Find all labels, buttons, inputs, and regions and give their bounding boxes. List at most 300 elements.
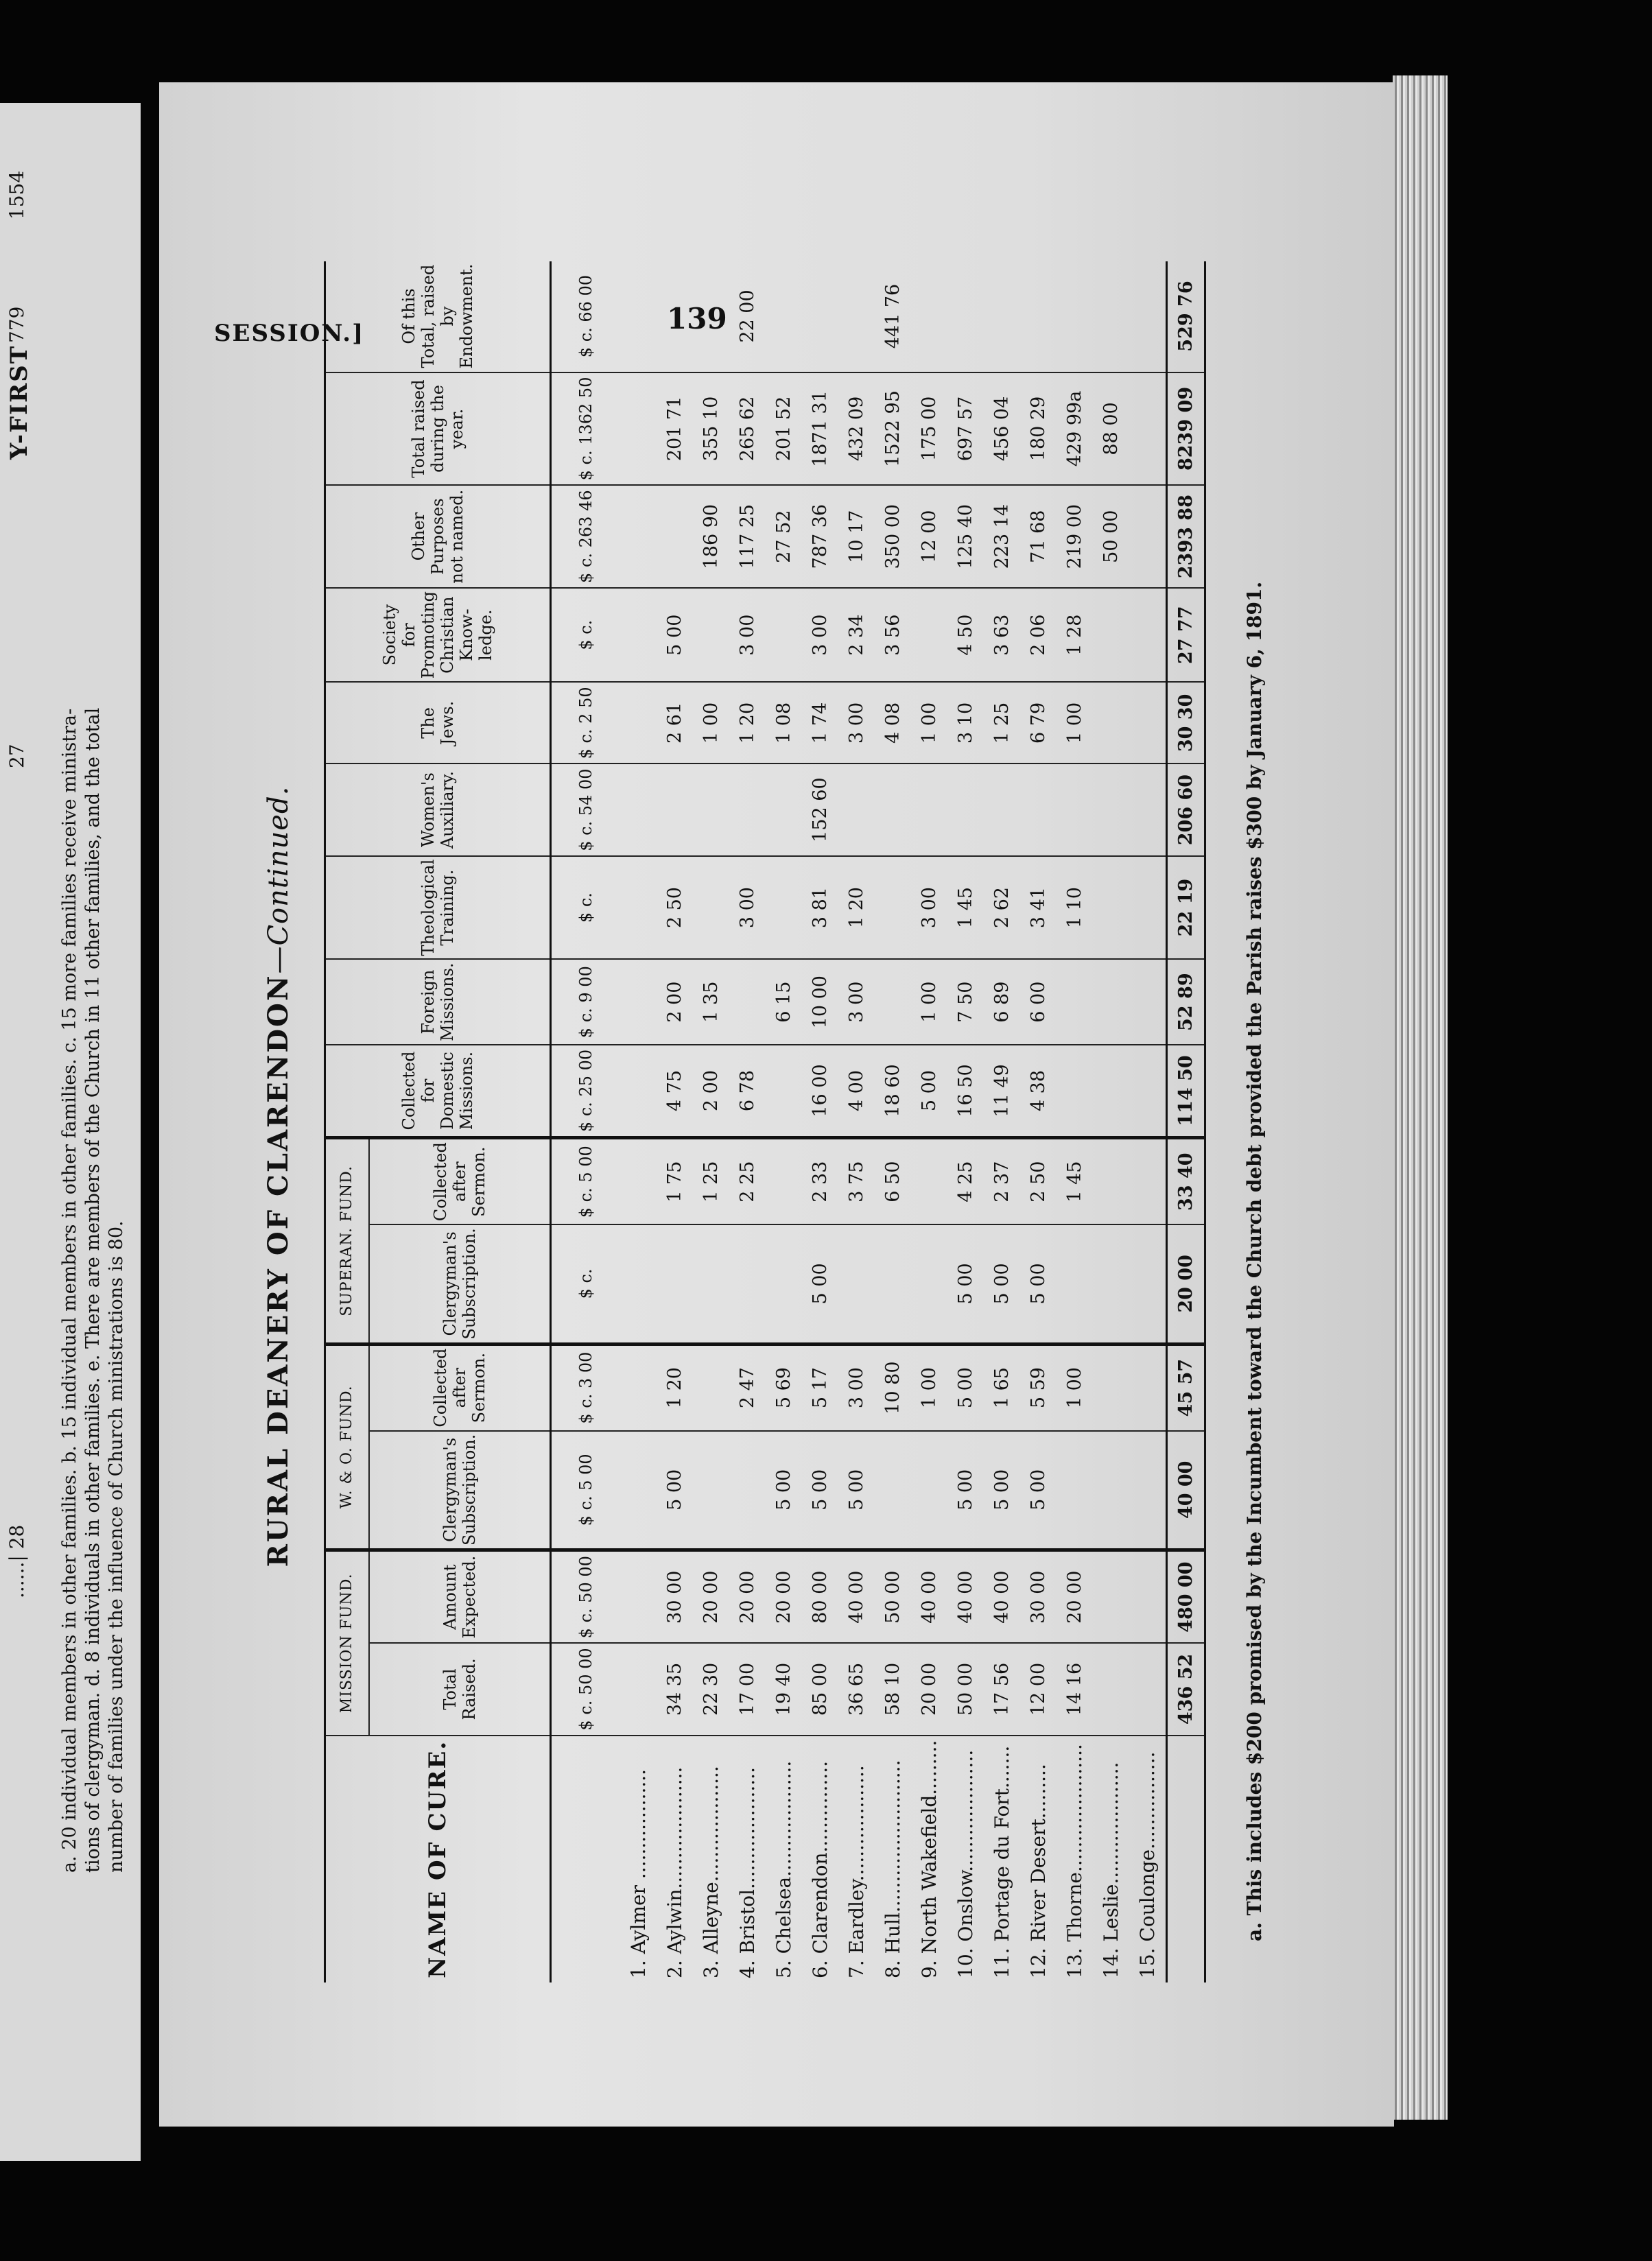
table-cell: 1522 95 xyxy=(875,372,911,486)
table-cell xyxy=(729,1431,766,1550)
column-header: Amount Expected. xyxy=(369,1550,551,1644)
table-row xyxy=(1129,261,1167,1982)
left-page-header: Y-FIRST xyxy=(5,344,33,460)
table-cell xyxy=(620,763,657,855)
table-cell: 3 10 xyxy=(947,682,984,763)
table-row xyxy=(657,261,693,1982)
column-header: Total raised during the year. xyxy=(325,372,551,486)
table-cell xyxy=(1093,1643,1129,1735)
table-body xyxy=(551,261,1205,1982)
table-cell: 4 00 xyxy=(838,1045,875,1138)
cure-name: 2. Aylwin.................... xyxy=(663,1766,686,1978)
left-page xyxy=(0,103,141,2161)
table-row xyxy=(947,261,984,1982)
table-cell: 85 00 xyxy=(802,1643,838,1735)
total-cell: 40 00 xyxy=(1167,1431,1205,1550)
table-cell xyxy=(1129,856,1167,960)
table-cell: 186 90 xyxy=(693,485,729,588)
table-cell: 30 00 xyxy=(657,1550,693,1644)
table-cell: 1 20 xyxy=(657,1344,693,1431)
table-cell xyxy=(693,763,729,855)
table-cell xyxy=(1129,588,1167,682)
table-cell xyxy=(1129,1344,1167,1431)
table-cell: 5 59 xyxy=(1020,1344,1057,1431)
table-cell: 5 69 xyxy=(766,1344,802,1431)
table-cell: 2 61 xyxy=(657,682,693,763)
table-cell: 4 08 xyxy=(875,682,911,763)
table-cell xyxy=(1093,1431,1129,1550)
table-cell: 5 00 xyxy=(1020,1224,1057,1344)
units-cell: $ c. xyxy=(551,1224,621,1344)
table-row xyxy=(693,261,729,1982)
table-cell: 787 36 xyxy=(802,485,838,588)
table-cell: 2 34 xyxy=(838,588,875,682)
table-cell: 5 00 xyxy=(911,1045,947,1138)
column-header: Clergyman's Subscription. xyxy=(369,1224,551,1344)
table-cell: 2 37 xyxy=(984,1138,1020,1225)
total-cell: 529 76 xyxy=(1167,261,1205,372)
column-header: Clergyman's Subscription. xyxy=(369,1431,551,1550)
table-cell xyxy=(620,1550,657,1644)
table-cell: 2 25 xyxy=(729,1138,766,1225)
column-header: Foreign Missions. xyxy=(325,959,551,1044)
table-cell: 5 00 xyxy=(766,1431,802,1550)
table-cell xyxy=(766,588,802,682)
table-cell xyxy=(693,1344,729,1431)
table-cell: 201 52 xyxy=(766,372,802,486)
cure-name: 8. Hull......................... xyxy=(882,1760,904,1978)
table-cell: 1 00 xyxy=(911,1344,947,1431)
cure-name: 10. Onslow.................... xyxy=(954,1749,977,1978)
cure-name: 14. Leslie.................... xyxy=(1100,1762,1122,1978)
table-cell: 40 00 xyxy=(838,1550,875,1644)
column-header: Collected after Sermon. xyxy=(369,1138,551,1225)
table-cell: 201 71 xyxy=(657,372,693,486)
totals-label xyxy=(1167,1736,1205,1982)
table-cell: 3 00 xyxy=(802,588,838,682)
table-cell: 40 00 xyxy=(911,1550,947,1644)
table-cell: 27 52 xyxy=(766,485,802,588)
left-page-rotated-content xyxy=(0,171,141,2161)
table-cell xyxy=(1057,1045,1093,1138)
table-cell: 2 62 xyxy=(984,856,1020,960)
table-cell xyxy=(620,372,657,486)
table-cell: 40 00 xyxy=(984,1550,1020,1644)
units-cell: $ c. 54 00 xyxy=(551,763,621,855)
table-cell xyxy=(875,763,911,855)
table-cell: 1 45 xyxy=(1057,1138,1093,1225)
table-cell: 3 00 xyxy=(729,856,766,960)
table-cell: 1 20 xyxy=(838,856,875,960)
table-cell xyxy=(1129,261,1167,372)
table-cell: 10 80 xyxy=(875,1344,911,1431)
table-cell: 1 74 xyxy=(802,682,838,763)
table-cell: 1 00 xyxy=(1057,682,1093,763)
units-cell: $ c. 5 00 xyxy=(551,1138,621,1225)
table-cell: 1 00 xyxy=(911,959,947,1044)
units-cell: $ c. 50 00 xyxy=(551,1550,621,1644)
table-cell xyxy=(1129,1045,1167,1138)
table-cell: 22 00 xyxy=(729,261,766,372)
table-cell xyxy=(1129,1224,1167,1344)
table-cell: 14 16 xyxy=(1057,1643,1093,1735)
table-cell xyxy=(875,1431,911,1550)
table-cell: 19 40 xyxy=(766,1643,802,1735)
total-cell: 2393 88 xyxy=(1167,485,1205,588)
table-cell xyxy=(1129,959,1167,1044)
table-cell xyxy=(1129,372,1167,486)
total-cell: 206 60 xyxy=(1167,763,1205,855)
units-cell: $ c. 9 00 xyxy=(551,959,621,1044)
left-footnote-line: tions of clergyman. d. 8 individuals in other families. e. There are members of the Church in 11 other families, and the total xyxy=(82,707,104,1873)
table-cell: 429 99a xyxy=(1057,372,1093,486)
table-cell: 71 68 xyxy=(1020,485,1057,588)
table-cell xyxy=(911,588,947,682)
column-header: Theological Training. xyxy=(325,856,551,960)
table-cell: 36 65 xyxy=(838,1643,875,1735)
table-cell: 4 25 xyxy=(947,1138,984,1225)
table-cell: 20 00 xyxy=(911,1643,947,1735)
total-cell: 480 00 xyxy=(1167,1550,1205,1644)
column-header: The Jews. xyxy=(325,682,551,763)
table-row xyxy=(984,261,1020,1982)
table-cell: 5 00 xyxy=(947,1344,984,1431)
table-cell: 2 50 xyxy=(1020,1138,1057,1225)
table-cell xyxy=(838,261,875,372)
column-header: Of this Total, raised by Endowment. xyxy=(325,261,551,372)
table-cell: 180 29 xyxy=(1020,372,1057,486)
table-cell: 50 00 xyxy=(947,1643,984,1735)
left-footnote-line: number of families under the influence of Church ministrations is 80. xyxy=(106,1220,127,1873)
units-cell: $ c. 263 46 xyxy=(551,485,621,588)
cure-name: 6. Clarendon............... xyxy=(809,1761,831,1978)
table-cell: 6 00 xyxy=(1020,959,1057,1044)
table-cell: 697 57 xyxy=(947,372,984,486)
cure-name: 13. Thorne..................... xyxy=(1063,1744,1086,1978)
finance-table xyxy=(324,261,1206,1982)
table-cell xyxy=(766,856,802,960)
table-cell: 441 76 xyxy=(875,261,911,372)
table-cell: 5 00 xyxy=(1020,1431,1057,1550)
table-row xyxy=(1093,261,1129,1982)
table-cell: 1 20 xyxy=(729,682,766,763)
table-cell: 6 79 xyxy=(1020,682,1057,763)
table-cell xyxy=(693,1431,729,1550)
page-number: 139 xyxy=(667,302,727,335)
table-cell: 5 00 xyxy=(657,588,693,682)
table-cell: 80 00 xyxy=(802,1550,838,1644)
table-cell: 125 40 xyxy=(947,485,984,588)
table-cell xyxy=(657,763,693,855)
cure-name: 9. North Wakefield......... xyxy=(918,1740,941,1978)
units-cell: $ c. 1362 50 xyxy=(551,372,621,486)
total-cell: 27 77 xyxy=(1167,588,1205,682)
table-cell: 11 49 xyxy=(984,1045,1020,1138)
table-cell xyxy=(1093,1224,1129,1344)
table-cell: 2 47 xyxy=(729,1344,766,1431)
total-cell: 8239 09 xyxy=(1167,372,1205,486)
table-cell xyxy=(620,959,657,1044)
table-cell xyxy=(1093,1138,1129,1225)
table-cell: 10 17 xyxy=(838,485,875,588)
table-cell xyxy=(1057,1431,1093,1550)
table-cell xyxy=(729,959,766,1044)
table-title-main: RURAL DEANERY OF CLARENDON xyxy=(262,973,294,1567)
table-cell: 30 00 xyxy=(1020,1550,1057,1644)
table-cell xyxy=(620,588,657,682)
units-cell: $ c. 66 00 xyxy=(551,261,621,372)
table-row xyxy=(1057,261,1093,1982)
table-cell xyxy=(620,261,657,372)
table-cell: 1 08 xyxy=(766,682,802,763)
table-cell: 50 00 xyxy=(875,1550,911,1644)
cure-name: 11. Portage du Fort....... xyxy=(991,1745,1013,1978)
table-cell: 1 28 xyxy=(1057,588,1093,682)
table-cell xyxy=(657,485,693,588)
table-cell xyxy=(766,1045,802,1138)
table-row xyxy=(875,261,911,1982)
table-cell xyxy=(1129,1550,1167,1644)
table-cell: 3 75 xyxy=(838,1138,875,1225)
table-cell: 5 00 xyxy=(984,1431,1020,1550)
table-cell xyxy=(1093,588,1129,682)
units-cell: $ c. 25 00 xyxy=(551,1045,621,1138)
table-cell: 12 00 xyxy=(911,485,947,588)
table-cell: 20 00 xyxy=(693,1550,729,1644)
table-cell xyxy=(911,1138,947,1225)
table-cell xyxy=(766,261,802,372)
left-column-number: 27 xyxy=(5,744,28,768)
column-header: Collected for Domestic Missions. xyxy=(325,1045,551,1138)
group-header-superan: SUPERAN. FUND. xyxy=(325,1138,370,1344)
table-cell: 152 60 xyxy=(802,763,838,855)
table-cell xyxy=(620,682,657,763)
table-cell: 219 00 xyxy=(1057,485,1093,588)
table-cell: 1 10 xyxy=(1057,856,1093,960)
units-cell: $ c. xyxy=(551,856,621,960)
table-cell: 20 00 xyxy=(1057,1550,1093,1644)
left-page-column-numbers xyxy=(5,171,33,2161)
table-cell: 1 35 xyxy=(693,959,729,1044)
table-cell: 456 04 xyxy=(984,372,1020,486)
table-cell: 4 75 xyxy=(657,1045,693,1138)
table-cell: 34 35 xyxy=(657,1643,693,1735)
total-cell: 436 52 xyxy=(1167,1643,1205,1735)
totals-row xyxy=(1167,261,1205,1982)
table-row xyxy=(620,261,657,1982)
cure-name: 3. Alleyne................... xyxy=(700,1766,722,1978)
table-row xyxy=(911,261,947,1982)
table-cell xyxy=(1129,763,1167,855)
table-cell xyxy=(911,763,947,855)
table-cell xyxy=(1093,763,1129,855)
total-cell: 45 57 xyxy=(1167,1344,1205,1431)
cure-name: 5. Chelsea................... xyxy=(772,1760,795,1978)
table-cell: 6 89 xyxy=(984,959,1020,1044)
table-cell: 4 50 xyxy=(947,588,984,682)
left-footnote-line: a. 20 individual members in other families. b. 15 individual members in other families. c. 15 more families receive ministra- xyxy=(59,708,80,1873)
group-header-mission: MISSION FUND. xyxy=(325,1550,370,1736)
cure-name: 7. Eardley................... xyxy=(845,1765,868,1978)
table-cell xyxy=(1093,1550,1129,1644)
table-cell xyxy=(1093,856,1129,960)
table-cell xyxy=(1129,1431,1167,1550)
table-cell xyxy=(838,763,875,855)
total-cell: 30 30 xyxy=(1167,682,1205,763)
table-cell: 1 45 xyxy=(947,856,984,960)
units-cell: $ c. 50 00 xyxy=(551,1643,621,1735)
table-cell xyxy=(693,261,729,372)
total-cell: 33 40 xyxy=(1167,1138,1205,1225)
table-cell: 18 60 xyxy=(875,1045,911,1138)
table-cell: 265 62 xyxy=(729,372,766,486)
table-cell: 1 25 xyxy=(984,682,1020,763)
group-header-row xyxy=(325,261,370,1982)
table-cell xyxy=(657,261,693,372)
table-cell xyxy=(875,1224,911,1344)
table-cell xyxy=(911,1224,947,1344)
table-cell: 1 00 xyxy=(1057,1344,1093,1431)
table-cell: 2 50 xyxy=(657,856,693,960)
units-cell: $ c. 2 50 xyxy=(551,682,621,763)
table-cell xyxy=(693,1224,729,1344)
table-cell xyxy=(620,1344,657,1431)
table-cell: 88 00 xyxy=(1093,372,1129,486)
table-cell xyxy=(984,763,1020,855)
total-cell: 20 00 xyxy=(1167,1224,1205,1344)
table-cell: 2 00 xyxy=(657,959,693,1044)
total-cell: 22 19 xyxy=(1167,856,1205,960)
table-cell xyxy=(729,1224,766,1344)
table-cell: 5 00 xyxy=(802,1224,838,1344)
table-cell: 40 00 xyxy=(947,1550,984,1644)
table-cell: 175 00 xyxy=(911,372,947,486)
table-cell xyxy=(729,763,766,855)
units-cell: $ c. 5 00 xyxy=(551,1431,621,1550)
table-cell: 1 65 xyxy=(984,1344,1020,1431)
table-cell: 5 00 xyxy=(947,1431,984,1550)
column-header-name: NAME OF CURE. xyxy=(424,1740,451,1978)
table-cell xyxy=(802,261,838,372)
table-footnote: a. This includes $200 promised by the Incumbent toward the Church debt provided the Parish raises $300 by January 6, 1891. xyxy=(1243,581,1266,1941)
table-cell xyxy=(620,485,657,588)
table-cell xyxy=(1093,1045,1129,1138)
table-cell: 22 30 xyxy=(693,1643,729,1735)
table-cell: 16 00 xyxy=(802,1045,838,1138)
group-header-wo: W. & O. FUND. xyxy=(325,1344,370,1550)
table-cell xyxy=(1020,763,1057,855)
table-cell xyxy=(620,1138,657,1225)
table-row xyxy=(766,261,802,1982)
table-cell xyxy=(1093,1344,1129,1431)
left-column-number: 1554 xyxy=(5,170,28,220)
left-page-footnote xyxy=(58,707,128,1873)
table-cell: 12 00 xyxy=(1020,1643,1057,1735)
table-cell: 3 81 xyxy=(802,856,838,960)
cure-name: 1. Aylmer .................. xyxy=(627,1768,650,1978)
table-cell: 355 10 xyxy=(693,372,729,486)
table-cell xyxy=(947,763,984,855)
column-header: Women's Auxiliary. xyxy=(325,763,551,855)
table-cell: 1 00 xyxy=(693,682,729,763)
table-cell xyxy=(838,1224,875,1344)
table-cell: 3 00 xyxy=(729,588,766,682)
table-cell xyxy=(657,1224,693,1344)
table-cell xyxy=(693,588,729,682)
table-cell: 350 00 xyxy=(875,485,911,588)
table-cell xyxy=(911,1431,947,1550)
right-page xyxy=(159,82,1394,2127)
units-label xyxy=(551,1736,621,1982)
table-cell xyxy=(1093,261,1129,372)
table-cell: 1 25 xyxy=(693,1138,729,1225)
table-cell xyxy=(620,1643,657,1735)
table-cell xyxy=(1020,261,1057,372)
table-cell xyxy=(1129,1138,1167,1225)
total-cell: 114 50 xyxy=(1167,1045,1205,1138)
table-cell: 3 00 xyxy=(838,1344,875,1431)
table-cell xyxy=(1057,763,1093,855)
table-cell: 3 41 xyxy=(1020,856,1057,960)
table-cell xyxy=(875,959,911,1044)
table-cell: 17 56 xyxy=(984,1643,1020,1735)
table-cell: 2 33 xyxy=(802,1138,838,1225)
table-cell: 3 00 xyxy=(838,959,875,1044)
table-row xyxy=(729,261,766,1982)
table-cell: 1 75 xyxy=(657,1138,693,1225)
table-cell: 5 17 xyxy=(802,1344,838,1431)
table-cell: 117 25 xyxy=(729,485,766,588)
table-cell: 5 00 xyxy=(984,1224,1020,1344)
table-cell xyxy=(766,1224,802,1344)
table-cell: 5 00 xyxy=(657,1431,693,1550)
column-header: Society for Promoting Christian Know- ledge. xyxy=(325,588,551,682)
table-cell xyxy=(911,261,947,372)
table-title xyxy=(262,370,294,1982)
table-cell xyxy=(1129,1643,1167,1735)
table-cell xyxy=(766,1138,802,1225)
column-header: Collected after Sermon. xyxy=(369,1344,551,1431)
table-cell: 7 50 xyxy=(947,959,984,1044)
table-cell xyxy=(620,856,657,960)
table-row xyxy=(802,261,838,1982)
running-head: SESSION.] xyxy=(214,320,365,347)
table-cell xyxy=(620,1224,657,1344)
units-cell: $ c. xyxy=(551,588,621,682)
table-cell: 20 00 xyxy=(766,1550,802,1644)
cure-name: 15. Coulonge................ xyxy=(1136,1751,1159,1978)
table-cell: 10 00 xyxy=(802,959,838,1044)
column-header: Other Purposes not named. xyxy=(325,485,551,588)
table-cell: 16 50 xyxy=(947,1045,984,1138)
total-cell: 52 89 xyxy=(1167,959,1205,1044)
table-cell: 1 00 xyxy=(911,682,947,763)
page-edge xyxy=(1393,75,1448,2120)
left-column-number: 779 xyxy=(5,306,28,343)
table-cell: 4 38 xyxy=(1020,1045,1057,1138)
table-row xyxy=(1020,261,1057,1982)
table-cell xyxy=(1057,959,1093,1044)
table-cell xyxy=(875,856,911,960)
table-cell xyxy=(947,261,984,372)
table-cell xyxy=(1093,959,1129,1044)
column-header: Total Raised. xyxy=(369,1643,551,1735)
table-cell: 50 00 xyxy=(1093,485,1129,588)
table-cell xyxy=(1093,682,1129,763)
table-cell: 2 00 xyxy=(693,1045,729,1138)
table-cell xyxy=(984,261,1020,372)
table-cell xyxy=(1129,682,1167,763)
